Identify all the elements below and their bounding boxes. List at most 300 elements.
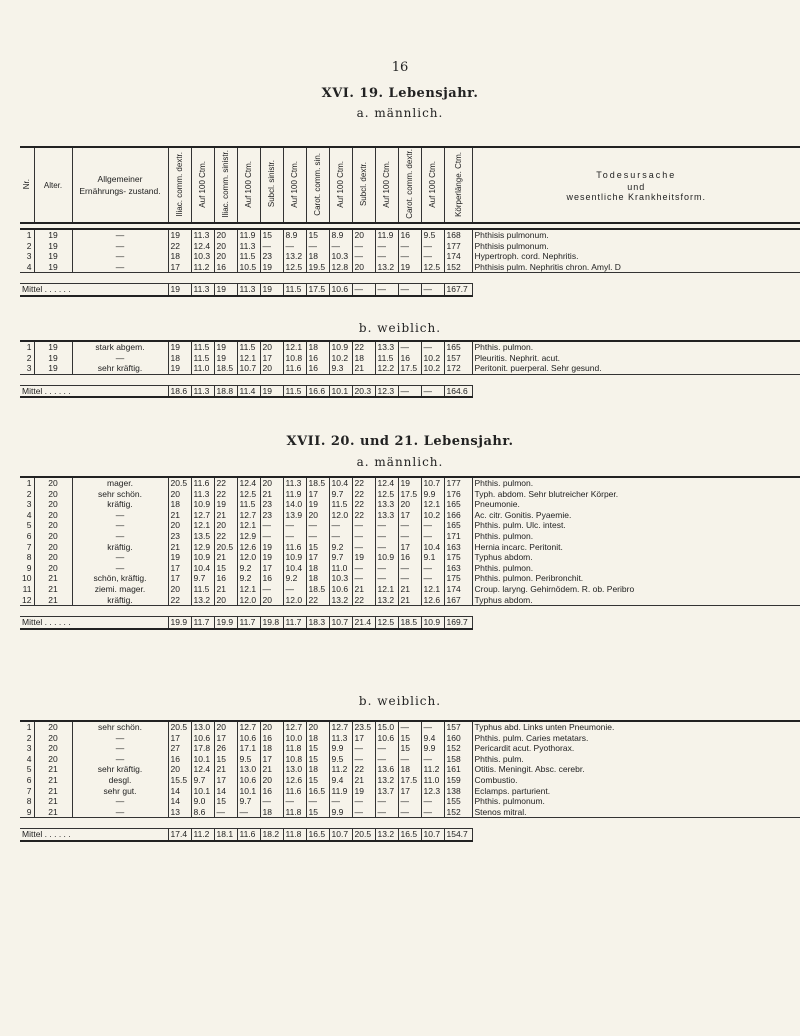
value-cell: — (72, 733, 168, 744)
cause-cell: Typhus abdom. (472, 552, 800, 563)
value-cell: 17 (214, 775, 237, 786)
value-cell: 12.6 (283, 775, 306, 786)
value-cell: 19 (168, 363, 191, 374)
cause-cell: Phthis. pulmon. Peribronchit. (472, 573, 800, 584)
value-cell: 11.5 (237, 251, 260, 262)
value-cell: 21 (34, 796, 72, 807)
value-cell: 12.0 (237, 595, 260, 606)
header-c6: Auf 100 Ctm. (283, 147, 306, 223)
value-cell: 20 (214, 595, 237, 606)
mean-value-cell: — (421, 284, 444, 296)
mean-value-cell: 11.5 (283, 385, 306, 397)
mean-value-cell: 19 (168, 284, 191, 296)
value-cell: 16 (168, 754, 191, 765)
value-cell: 17.8 (191, 743, 214, 754)
mean-value-cell: 10.7 (329, 617, 352, 629)
value-cell: 9.1 (421, 552, 444, 563)
value-cell: 10.6 (237, 775, 260, 786)
value-cell: sehr kräftig. (72, 363, 168, 374)
value-cell: 9.7 (237, 796, 260, 807)
mean-value-cell: 12.5 (375, 617, 398, 629)
value-cell: 12.5 (283, 262, 306, 273)
value-cell: 11.6 (283, 542, 306, 553)
value-cell: 11.8 (283, 743, 306, 754)
spacer-cell (20, 606, 800, 617)
mean-value-cell: 18.1 (214, 829, 237, 841)
value-cell: 10.1 (191, 754, 214, 765)
value-cell: 9.2 (329, 542, 352, 553)
value-cell: 20 (34, 743, 72, 754)
header-c13: Körperlänge. Ctm. (444, 147, 472, 223)
value-cell: 20 (260, 477, 283, 489)
value-cell: — (398, 563, 421, 574)
value-cell: 21 (352, 775, 375, 786)
value-cell: — (306, 531, 329, 542)
value-cell: 11.2 (329, 764, 352, 775)
value-cell: 19 (34, 353, 72, 364)
value-cell: 11.2 (191, 262, 214, 273)
table-row (20, 584, 800, 595)
value-cell: 11.6 (283, 363, 306, 374)
mean-value-cell: 17.5 (306, 284, 329, 296)
value-cell: 11.5 (237, 499, 260, 510)
value-cell: — (421, 241, 444, 252)
value-cell: 168 (444, 229, 472, 241)
value-cell: — (421, 341, 444, 353)
value-cell: 22 (214, 477, 237, 489)
mean-value-cell: 11.7 (283, 617, 306, 629)
mean-value-cell: 18.8 (214, 385, 237, 397)
value-cell: 22 (214, 531, 237, 542)
value-cell: 11.3 (191, 229, 214, 241)
value-cell: 12.7 (237, 510, 260, 521)
value-cell: — (375, 531, 398, 542)
value-cell: 22 (214, 489, 237, 500)
cause-cell: Phthis. pulm. Caries metatars. (472, 733, 800, 744)
value-cell: 20 (260, 363, 283, 374)
mean-value-cell: 21.4 (352, 617, 375, 629)
value-cell: 14.0 (283, 499, 306, 510)
value-cell: — (72, 510, 168, 521)
value-cell: 157 (444, 721, 472, 733)
value-cell: 12.5 (237, 489, 260, 500)
value-cell: 11.3 (283, 477, 306, 489)
value-cell: 20.5 (168, 721, 191, 733)
value-cell: kräftig. (72, 542, 168, 553)
value-cell: — (283, 520, 306, 531)
value-cell: 177 (444, 477, 472, 489)
value-cell: 20.5 (214, 542, 237, 553)
cause-cell: Phthisis pulm. Nephritis chron. Amyl. D (472, 262, 800, 273)
value-cell: — (329, 796, 352, 807)
value-cell: 17 (306, 489, 329, 500)
value-cell: 13.2 (375, 262, 398, 273)
value-cell: 12.3 (421, 786, 444, 797)
value-cell: 13 (168, 807, 191, 818)
value-cell: 18.5 (214, 363, 237, 374)
table-row (20, 775, 800, 786)
value-cell: 21 (34, 775, 72, 786)
value-cell: 9 (26, 562, 32, 573)
value-cell: — (72, 229, 168, 241)
value-cell: 10.8 (283, 353, 306, 364)
value-cell: 18 (398, 764, 421, 775)
value-cell: 17 (168, 733, 191, 744)
value-cell: — (72, 754, 168, 765)
value-cell: 17 (352, 733, 375, 744)
spacer-cell (20, 818, 800, 829)
mean-row (20, 284, 800, 296)
value-cell: 21 (168, 510, 191, 521)
value-cell: 18 (352, 353, 375, 364)
value-cell: 11.3 (329, 733, 352, 744)
table-row (20, 754, 800, 765)
value-cell: 16 (260, 786, 283, 797)
value-cell: 15 (306, 542, 329, 553)
value-cell: 5 (26, 520, 32, 531)
mean-label: Mittel . . . . . . (20, 385, 168, 397)
cause-cell: Phthis. pulmon. (472, 477, 800, 489)
value-cell: 19 (352, 786, 375, 797)
value-cell: 12.6 (421, 595, 444, 606)
value-cell: 14 (214, 786, 237, 797)
value-cell: — (329, 531, 352, 542)
value-cell: 1 (20, 477, 34, 489)
value-cell: ziemi. mager. (72, 584, 168, 595)
value-cell: 160 (444, 733, 472, 744)
table-row (20, 796, 800, 807)
value-cell: 10.6 (191, 733, 214, 744)
value-cell: 10.7 (237, 363, 260, 374)
value-cell: 21 (34, 595, 72, 606)
value-cell: — (375, 251, 398, 262)
value-cell: 161 (444, 764, 472, 775)
value-cell: 18 (260, 807, 283, 818)
value-cell: — (306, 241, 329, 252)
value-cell: 10.7 (421, 477, 444, 489)
value-cell: 17 (260, 353, 283, 364)
value-cell: 26 (214, 743, 237, 754)
value-cell: 14 (168, 786, 191, 797)
value-cell: 9.7 (191, 573, 214, 584)
value-cell: — (398, 241, 421, 252)
value-cell: 17.5 (398, 775, 421, 786)
value-cell: — (283, 796, 306, 807)
spacer-row (20, 374, 800, 385)
value-cell: 12.1 (237, 520, 260, 531)
value-cell: sehr schön. (72, 489, 168, 500)
value-cell: — (398, 721, 421, 733)
value-cell: — (421, 563, 444, 574)
header-c3: Iliac. comm. sinistr. (214, 147, 237, 223)
value-cell: 20 (352, 262, 375, 273)
value-cell: 18 (168, 499, 191, 510)
value-cell: 15 (306, 807, 329, 818)
value-cell: 10.9 (283, 552, 306, 563)
value-cell: 15 (214, 754, 237, 765)
mean-value-cell: 11.3 (191, 385, 214, 397)
value-cell: 17.5 (398, 363, 421, 374)
mean-value-cell: 10.7 (329, 829, 352, 841)
spacer-row (20, 818, 800, 829)
value-cell: — (214, 807, 237, 818)
value-cell: 13.0 (283, 764, 306, 775)
value-cell: 10.8 (283, 754, 306, 765)
value-cell: 15.5 (168, 775, 191, 786)
value-cell: 21 (214, 510, 237, 521)
value-cell: 13.3 (375, 510, 398, 521)
value-cell: 10.2 (421, 363, 444, 374)
value-cell: — (352, 743, 375, 754)
value-cell: 172 (444, 363, 472, 374)
value-cell: 8.9 (329, 229, 352, 241)
value-cell: 152 (444, 262, 472, 273)
spacer-cell (20, 273, 800, 284)
value-cell: — (306, 520, 329, 531)
mean-value-cell: 154.7 (444, 829, 472, 841)
cause-cell: Eclamps. parturient. (472, 786, 800, 797)
value-cell: 16 (214, 573, 237, 584)
value-cell: 165 (444, 499, 472, 510)
value-cell: — (72, 520, 168, 531)
value-cell: 9.7 (329, 489, 352, 500)
value-cell: 165 (444, 520, 472, 531)
table-row (20, 489, 800, 500)
value-cell: 19 (260, 542, 283, 553)
value-cell: 19 (214, 341, 237, 353)
mean-value-cell: 18.6 (168, 385, 191, 397)
value-cell: 21 (398, 595, 421, 606)
value-cell: 15 (398, 743, 421, 754)
value-cell: — (72, 262, 168, 273)
value-cell: 12.1 (421, 499, 444, 510)
value-cell: 18 (306, 573, 329, 584)
value-cell: 21 (168, 542, 191, 553)
table-row (20, 573, 800, 584)
table-row (20, 764, 800, 775)
value-cell: 21 (214, 584, 237, 595)
value-cell: 167 (444, 595, 472, 606)
value-cell: 22 (352, 499, 375, 510)
value-cell: 22 (352, 510, 375, 521)
value-cell: 23 (260, 510, 283, 521)
table-row (20, 807, 800, 818)
mean-value-cell: — (398, 385, 421, 397)
value-cell: 23 (260, 251, 283, 262)
value-cell: 18.5 (306, 477, 329, 489)
value-cell: 174 (444, 584, 472, 595)
mean-label: Mittel . . . . . . (20, 829, 168, 841)
value-cell: 17 (214, 733, 237, 744)
section-title-xvii: XVII. 20. und 21. Lebensjahr. (286, 434, 514, 449)
table-row (20, 733, 800, 744)
value-cell: 13.2 (283, 251, 306, 262)
mean-value-cell: 11.7 (191, 617, 214, 629)
value-cell: 15.0 (375, 721, 398, 733)
section-subtitle-xvi-a: a. männlich. (356, 106, 444, 120)
value-cell: 12.7 (237, 721, 260, 733)
mean-value-cell: 18.5 (398, 617, 421, 629)
value-cell: 22 (306, 595, 329, 606)
value-cell: 20 (260, 341, 283, 353)
value-cell: 19 (306, 499, 329, 510)
value-cell: 12.0 (329, 510, 352, 521)
value-cell: 17.1 (237, 743, 260, 754)
value-cell: 13.3 (375, 499, 398, 510)
mean-value-cell: 11.5 (283, 284, 306, 296)
value-cell: 10.3 (329, 573, 352, 584)
value-cell: — (421, 754, 444, 765)
value-cell: 20 (260, 775, 283, 786)
page-number: 16 (391, 60, 409, 75)
mean-value-cell: 10.7 (421, 829, 444, 841)
value-cell: 17 (260, 563, 283, 574)
value-cell: — (421, 531, 444, 542)
header-tod1: Todesursache (596, 170, 677, 180)
value-cell: desgl. (72, 775, 168, 786)
value-cell: 175 (444, 573, 472, 584)
value-cell: 7 (26, 785, 32, 796)
value-cell: sehr gut. (72, 786, 168, 797)
value-cell: 20 (34, 733, 72, 744)
value-cell: 12.1 (237, 584, 260, 595)
value-cell: 15 (306, 743, 329, 754)
mean-value-cell: 169.7 (444, 617, 472, 629)
value-cell: 177 (444, 241, 472, 252)
value-cell: 175 (444, 552, 472, 563)
value-cell: 20 (34, 477, 72, 489)
mean-value-cell: 11.6 (237, 829, 260, 841)
value-cell: 7 (26, 541, 32, 552)
value-cell: 19.5 (306, 262, 329, 273)
cause-cell: Pleuritis. Nephrit. acut. (472, 353, 800, 364)
value-cell: 14 (168, 796, 191, 807)
value-cell: 10 (22, 573, 32, 584)
value-cell: 10.3 (329, 251, 352, 262)
value-cell: — (352, 563, 375, 574)
value-cell: 2 (26, 488, 32, 499)
mean-value-cell: 16.6 (306, 385, 329, 397)
value-cell: 21 (260, 764, 283, 775)
mean-row (20, 617, 800, 629)
cause-cell: Hypertroph. cord. Nephritis. (472, 251, 800, 262)
mean-value-cell (472, 829, 800, 841)
value-cell: 20 (168, 489, 191, 500)
value-cell: — (352, 542, 375, 553)
value-cell: — (375, 520, 398, 531)
value-cell: kräftig. (72, 499, 168, 510)
value-cell: 12.5 (421, 262, 444, 273)
value-cell: — (72, 251, 168, 262)
value-cell: — (375, 542, 398, 553)
value-cell: 18 (260, 743, 283, 754)
mean-value-cell (472, 617, 800, 629)
header-c1: Iliac. comm. dextr. (168, 147, 191, 223)
mean-value-cell: 10.9 (421, 617, 444, 629)
value-cell: 13.0 (191, 721, 214, 733)
value-cell: 20 (34, 520, 72, 531)
value-cell: — (72, 743, 168, 754)
value-cell: 9.9 (329, 743, 352, 754)
table-row (20, 363, 800, 374)
value-cell: — (72, 796, 168, 807)
value-cell: 15 (398, 733, 421, 744)
value-cell: 10.6 (329, 584, 352, 595)
value-cell: 18 (168, 251, 191, 262)
value-cell: — (352, 241, 375, 252)
value-cell: — (72, 353, 168, 364)
value-cell: kräftig. (72, 595, 168, 606)
value-cell: 10.4 (329, 477, 352, 489)
value-cell: 1 (20, 721, 34, 733)
value-cell: 13.5 (191, 531, 214, 542)
value-cell: 8.9 (283, 229, 306, 241)
cause-cell: Pericardit acut. Pyothorax. (472, 743, 800, 754)
value-cell: 19 (34, 262, 72, 273)
value-cell: 9 (20, 807, 34, 818)
value-cell: 17 (398, 786, 421, 797)
value-cell: 12.0 (283, 595, 306, 606)
value-cell: — (375, 796, 398, 807)
value-cell: 20 (352, 229, 375, 241)
value-cell: 11.5 (191, 584, 214, 595)
mean-value-cell: — (375, 284, 398, 296)
value-cell: 20 (34, 563, 72, 574)
value-cell: 11.8 (283, 807, 306, 818)
value-cell: — (72, 563, 168, 574)
header-c11: Carot. comm. dextr. (398, 147, 421, 223)
cause-cell: Typh. abdom. Sehr blutreicher Körper. (472, 489, 800, 500)
value-cell: 12 (20, 595, 34, 606)
value-cell: 20 (168, 764, 191, 775)
mean-value-cell: — (421, 385, 444, 397)
value-cell: 9.4 (329, 775, 352, 786)
cause-cell: Combustio. (472, 775, 800, 786)
value-cell: 15 (214, 796, 237, 807)
header-c8: Auf 100 Ctm. (329, 147, 352, 223)
value-cell: 2 (26, 732, 32, 743)
value-cell: — (375, 573, 398, 584)
value-cell: 17.5 (398, 489, 421, 500)
cause-cell: Phthis. pulm. Ulc. intest. (472, 520, 800, 531)
value-cell: — (398, 251, 421, 262)
value-cell: 10.1 (191, 786, 214, 797)
header-c10: Auf 100 Ctm. (375, 147, 398, 223)
value-cell: — (398, 520, 421, 531)
value-cell: 20.5 (168, 477, 191, 489)
value-cell: — (260, 520, 283, 531)
value-cell: 174 (444, 251, 472, 262)
value-cell: 9.2 (237, 563, 260, 574)
value-cell: 19 (214, 499, 237, 510)
value-cell: 20 (260, 721, 283, 733)
value-cell: 3 (26, 251, 32, 262)
value-cell: 11.5 (329, 499, 352, 510)
table-row (20, 510, 800, 521)
value-cell: — (352, 754, 375, 765)
value-cell: 8.6 (191, 807, 214, 818)
value-cell: 138 (444, 786, 472, 797)
value-cell: 6 (26, 774, 32, 785)
value-cell: 12.7 (283, 721, 306, 733)
table-row (20, 520, 800, 531)
value-cell: 21 (34, 786, 72, 797)
value-cell: — (260, 584, 283, 595)
value-cell: — (421, 721, 444, 733)
value-cell: 19 (168, 229, 191, 241)
value-cell: 12.4 (191, 241, 214, 252)
mean-label: Mittel . . . . . . (20, 284, 168, 296)
